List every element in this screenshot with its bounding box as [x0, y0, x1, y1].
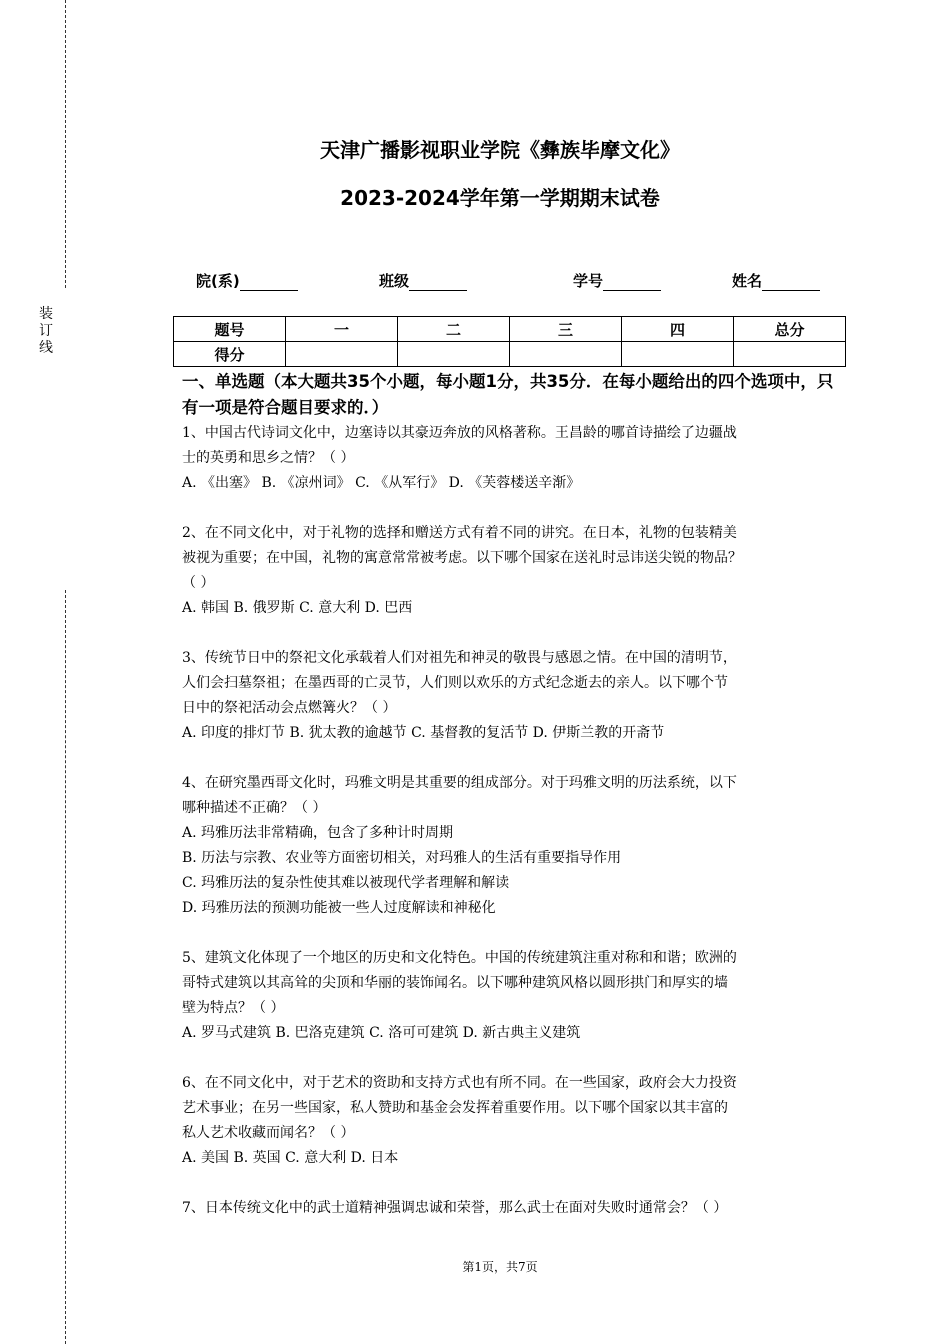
- class-blank[interactable]: [409, 274, 467, 291]
- student-id-label: 学号: [573, 272, 604, 290]
- column-header: 四: [622, 317, 734, 342]
- question-block: [182, 771, 846, 921]
- question-text: 4、在研究墨西哥文化时，玛雅文明是其重要的组成部分。对于玛雅文明的历法系统，以下: [182, 775, 737, 791]
- score-cell[interactable]: [510, 342, 622, 367]
- question-text: 士的英勇和思乡之情？（ ）: [182, 450, 355, 466]
- score-cell[interactable]: [286, 342, 398, 367]
- score-label-cell: 得分: [174, 342, 286, 367]
- name-label: 姓名: [732, 272, 763, 290]
- exam-title: 天津广播影视职业学院《彝族毕摩文化》: [320, 138, 680, 162]
- exam-content: [182, 369, 846, 1221]
- question-block: [182, 1071, 846, 1171]
- student-id-field: [573, 270, 661, 291]
- question-text: 3、传统节日中的祭祀文化承载着人们对祖先和神灵的敬畏与感恩之情。在中国的清明节，: [182, 650, 737, 666]
- score-cell[interactable]: [398, 342, 510, 367]
- question-text: 壁为特点？（ ）: [182, 1000, 285, 1016]
- score-table-header-row: [174, 317, 846, 342]
- name-field: [732, 270, 820, 291]
- column-header: 三: [510, 317, 622, 342]
- question-text: 私人艺术收藏而闻名？（ ）: [182, 1125, 355, 1141]
- question-options: A. 罗马式建筑 B. 巴洛克建筑 C. 洛可可建筑 D. 新古典主义建筑: [182, 1025, 581, 1041]
- question-text: 被视为重要；在中国，礼物的寓意常常被考虑。以下哪个国家在送礼时忌讳送尖锐的物品？: [182, 550, 742, 566]
- question-options: A. 印度的排灯节 B. 犹太教的逾越节 C. 基督教的复活节 D. 伊斯兰教的开斋节: [182, 725, 665, 741]
- binding-line: [65, 590, 66, 1344]
- page-footer: 第1页，共7页: [462, 1260, 538, 1274]
- student-info-row: [0, 270, 950, 292]
- department-label: 院(系): [196, 272, 240, 290]
- question-text: 5、建筑文化体现了一个地区的历史和文化特色。中国的传统建筑注重对称和和谐；欧洲的: [182, 950, 737, 966]
- question-list: [182, 421, 846, 1221]
- exam-subtitle: 2023-2024学年第一学期期末试卷: [340, 186, 660, 210]
- question-options: B. 历法与宗教、农业等方面密切相关，对玛雅人的生活有重要指导作用: [182, 850, 622, 866]
- question-text: 艺术事业；在另一些国家，私人赞助和基金会发挥着重要作用。以下哪个国家以其丰富的: [182, 1100, 728, 1116]
- student-id-blank[interactable]: [603, 274, 661, 291]
- question-options: A. 美国 B. 英国 C. 意大利 D. 日本: [182, 1150, 399, 1166]
- department-blank[interactable]: [240, 274, 298, 291]
- header-label-cell: 题号: [174, 317, 286, 342]
- question-text: 6、在不同文化中，对于艺术的资助和支持方式也有所不同。在一些国家，政府会大力投资: [182, 1075, 737, 1091]
- binding-char: 线: [39, 340, 53, 356]
- question-options: D. 玛雅历法的预测功能被一些人过度解读和神秘化: [182, 900, 496, 916]
- question-text: 1、中国古代诗词文化中，边塞诗以其豪迈奔放的风格著称。王昌龄的哪首诗描绘了边疆战: [182, 425, 737, 441]
- score-cell[interactable]: [734, 342, 846, 367]
- question-block: [182, 646, 846, 746]
- question-text: 人们会扫墓祭祖；在墨西哥的亡灵节，人们则以欢乐的方式纪念逝去的亲人。以下哪个节: [182, 675, 728, 691]
- score-table: [173, 316, 846, 367]
- question-block: [182, 421, 846, 496]
- question-options: C. 玛雅历法的复杂性使其难以被现代学者理解和解读: [182, 875, 510, 891]
- question-text: 哪种描述不正确？（ ）: [182, 800, 327, 816]
- question-block: [182, 521, 846, 621]
- class-label: 班级: [379, 272, 410, 290]
- binding-char: 装: [39, 306, 53, 322]
- question-text: 7、日本传统文化中的武士道精神强调忠诚和荣誉，那么武士在面对失败时通常会？（ ）: [182, 1200, 728, 1216]
- question-options: A. 玛雅历法非常精确，包含了多种计时周期: [182, 825, 454, 841]
- class-field: [379, 270, 467, 291]
- section-heading: 一、单选题（本大题共35个小题，每小题1分，共35分．在每小题给出的四个选项中，只有一项是符合题目要求的．）: [182, 372, 834, 417]
- question-options: A. 韩国 B. 俄罗斯 C. 意大利 D. 巴西: [182, 600, 413, 616]
- name-blank[interactable]: [762, 274, 820, 291]
- question-text: 日中的祭祀活动会点燃篝火？（ ）: [182, 700, 397, 716]
- question-block: [182, 1196, 846, 1221]
- column-header: 总分: [734, 317, 846, 342]
- binding-char: 订: [39, 323, 53, 339]
- department-field: [196, 270, 298, 291]
- question-options: A. 《出塞》 B. 《凉州词》 C. 《从军行》 D. 《芙蓉楼送辛渐》: [182, 475, 581, 491]
- binding-label: [38, 306, 54, 357]
- score-cell[interactable]: [622, 342, 734, 367]
- question-block: [182, 946, 846, 1046]
- question-text: （ ）: [182, 575, 215, 591]
- column-header: 二: [398, 317, 510, 342]
- score-table-score-row: [174, 342, 846, 367]
- question-text: 哥特式建筑以其高耸的尖顶和华丽的装饰闻名。以下哪种建筑风格以圆形拱门和厚实的墙: [182, 975, 728, 991]
- question-text: 2、在不同文化中，对于礼物的选择和赠送方式有着不同的讲究。在日本，礼物的包装精美: [182, 525, 737, 541]
- column-header: 一: [286, 317, 398, 342]
